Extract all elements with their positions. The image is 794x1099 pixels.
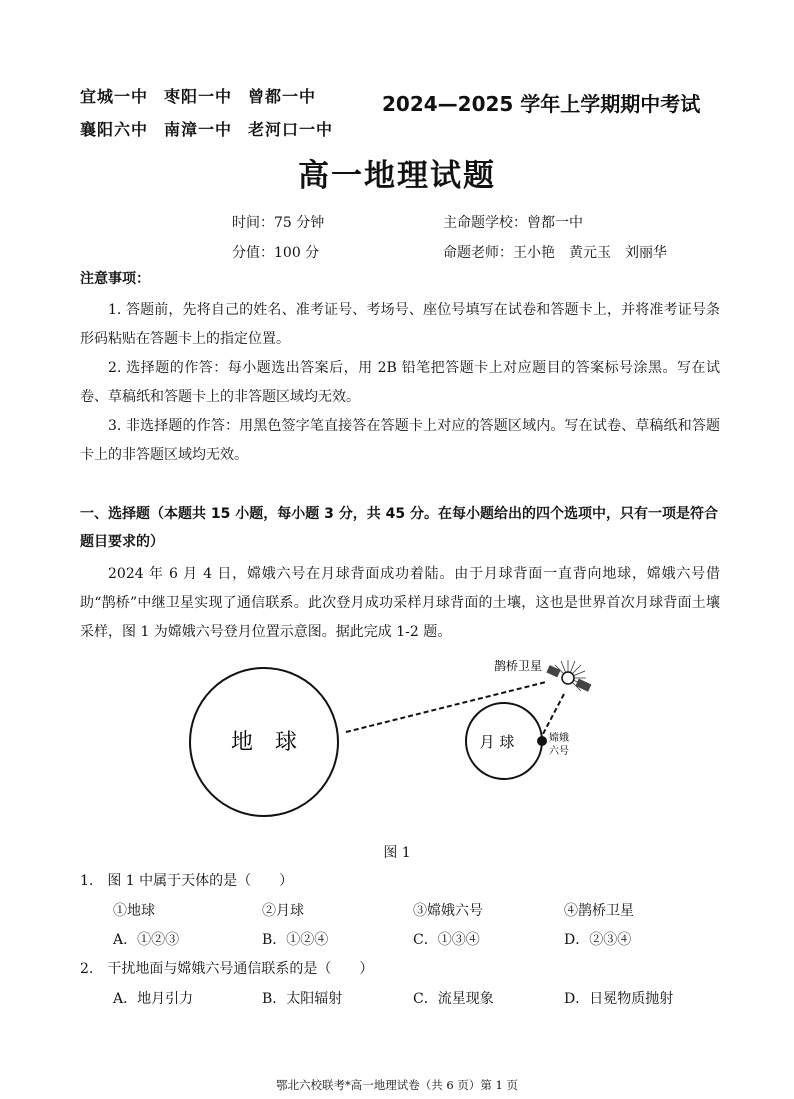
question-1-item: ③嫦娥六号	[413, 903, 483, 919]
exam-title: 2024—2025 学年上学期期中考试	[382, 92, 701, 116]
question-1-option-a: A．①②③	[113, 932, 180, 948]
moon-label: 月 球	[479, 733, 515, 751]
exam-score: 分值：100 分	[232, 245, 320, 261]
school-name: 枣阳一中	[164, 87, 233, 106]
figure-caption: 图 1	[383, 845, 411, 861]
question-1-stem: 1. 图 1 中属于天体的是（ ）	[80, 873, 294, 889]
question-passage: 2024 年 6 月 4 日，嫦娥六号在月球背面成功着陆。由于月球背面一直背向地球，嫦娥六号借助“鹊桥”中继卫星实现了通信联系。此次登月成功采样月球背面的土壤，这也是世界首次月球背面土壤采样，图 1 为嫦娥六号登月位置示意图。据此完成 1-2 题。	[80, 566, 720, 640]
lander-label-line-1: 嫦娥	[549, 733, 569, 744]
school-name: 宜城一中	[80, 87, 149, 106]
exam-time: 时间：75 分钟	[232, 215, 325, 231]
school-name: 南漳一中	[164, 120, 233, 139]
earth-label: 地 球	[230, 730, 298, 755]
question-1-item: ④鹊桥卫星	[564, 903, 634, 919]
earth-satellite-link	[346, 682, 546, 732]
question-1-item: ②月球	[262, 903, 304, 919]
question-2-option-d: D．日冕物质抛射	[564, 991, 674, 1007]
exam-authors: 命题老师：王小艳 黄元玉 刘丽华	[443, 245, 667, 261]
host-school: 主命题学校：曾都一中	[443, 215, 583, 231]
satellite-label: 鹊桥卫星	[494, 659, 543, 673]
page-footer: 鄂北六校联考*高一地理试卷（共 6 页）第 1 页	[275, 1078, 518, 1092]
school-list-row-1	[80, 84, 316, 107]
school-name: 襄阳六中	[80, 120, 149, 139]
school-list-row-2	[80, 117, 333, 140]
question-1-item: ①地球	[113, 903, 155, 919]
lander-label-line-2: 六号	[549, 746, 569, 757]
school-name: 曾都一中	[248, 87, 317, 106]
page-title: 高一地理试题	[298, 158, 496, 194]
lander-dot	[537, 736, 547, 746]
figure-1-diagram	[180, 648, 620, 840]
question-1-option-c: C．①③④	[413, 932, 480, 948]
question-1-option-b: B．①②④	[262, 932, 329, 948]
notice-item-3: 3. 非选择题的作答：用黑色签字笔直接答在答题卡上对应的答题区域内。写在试卷、草稿纸和答题卡上的非答题区域均无效。	[80, 418, 720, 463]
question-2-option-a: A．地月引力	[113, 991, 194, 1007]
section-heading: 一、选择题（本题共 15 小题，每小题 3 分，共 45 分。在每小题给出的四个选项中，只有一项是符合题目要求的）	[80, 506, 718, 550]
question-2-stem: 2. 干扰地面与嫦娥六号通信联系的是（ ）	[80, 961, 374, 977]
satellite-icon	[546, 660, 591, 692]
question-2-option-c: C．流星现象	[413, 991, 494, 1007]
notice-item-2: 2. 选择题的作答：每小题选出答案后，用 2B 铅笔把答题卡上对应题目的答案标号涂黑。写在试卷、草稿纸和答题卡上的非答题区域均无效。	[80, 360, 720, 405]
notice-item-1: 1. 答题前，先将自己的姓名、准考证号、考场号、座位号填写在试卷和答题卡上，并将准考证号条形码粘贴在答题卡上的指定位置。	[80, 302, 720, 347]
notice-heading: 注意事项：	[80, 271, 150, 287]
school-name: 老河口一中	[248, 120, 334, 139]
question-1-option-d: D．②③④	[564, 932, 632, 948]
satellite-lander-link	[543, 694, 564, 734]
question-2-option-b: B．太阳辐射	[262, 991, 343, 1007]
